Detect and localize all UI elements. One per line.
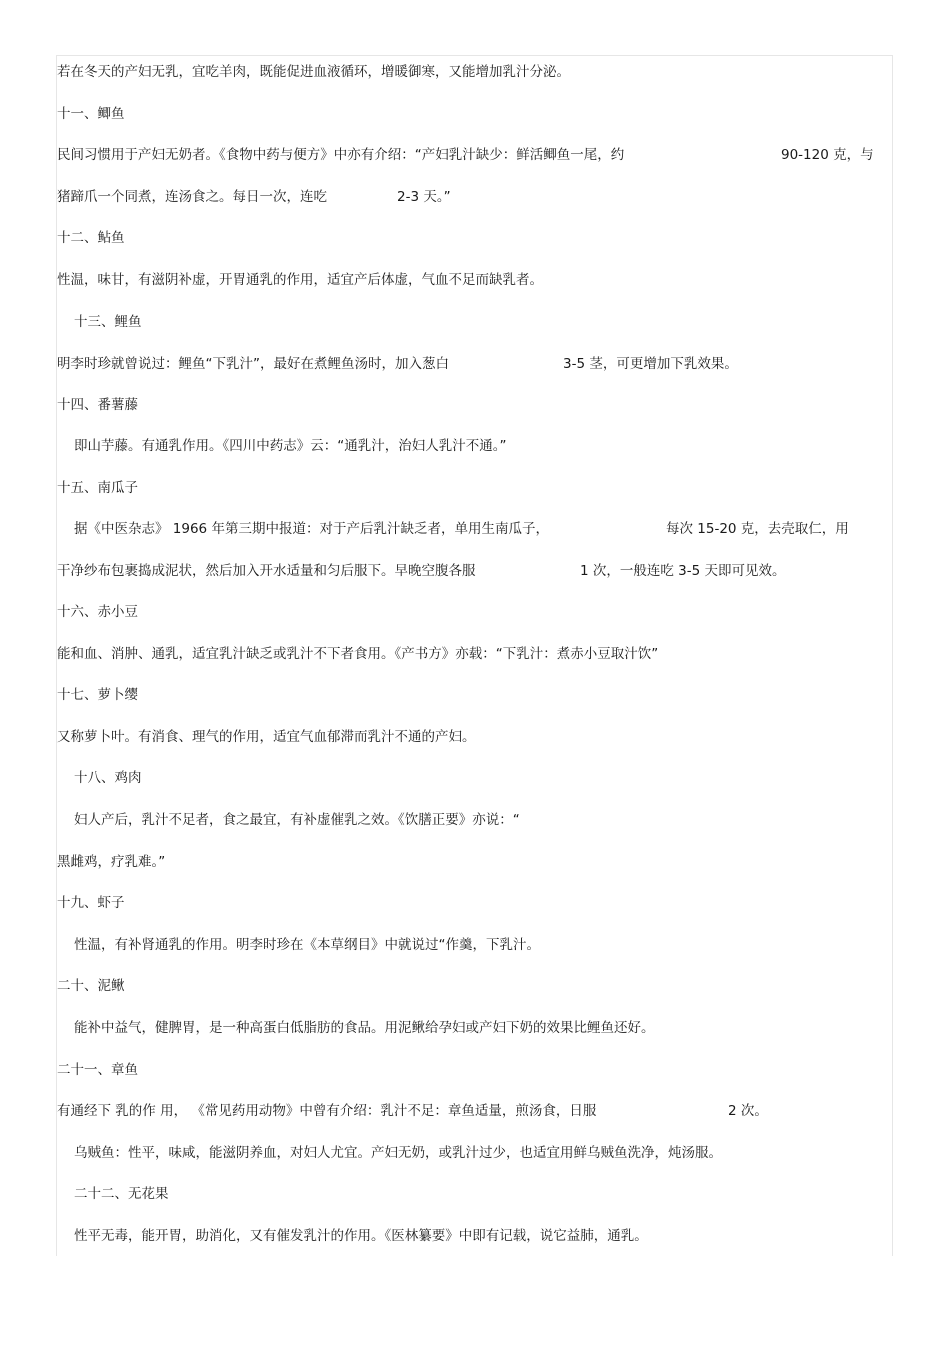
section-heading: 十四、番薯藤: [57, 397, 138, 413]
section-heading: 十二、鲇鱼: [57, 230, 125, 246]
paragraph-continuation: 每次 15-20 克，去壳取仁，用: [666, 521, 849, 537]
paragraph: 若在冬天的产妇无乳，宜吃羊肉，既能促进血液循环，增暖御寒，又能增加乳汁分泌。: [57, 64, 570, 80]
paragraph: 有通经下 乳的作 用， 《常见药用动物》中曾有介绍：乳汁不足：章鱼适量，煎汤食，日服: [57, 1103, 597, 1119]
paragraph-continuation: 1 次，一般连吃 3-5 天即可见效。: [580, 563, 786, 579]
paragraph: 性温，有补肾通乳的作用。明李时珍在《本草纲目》中就说过“作羹，下乳汁。: [74, 937, 540, 953]
paragraph-continuation: 90-120 克，与: [781, 147, 874, 163]
paragraph: 性平无毒，能开胃，助消化，又有催发乳汁的作用。《医林纂要》中即有记载，说它益肺，通乳。: [74, 1228, 648, 1244]
section-heading: 十五、南瓜子: [57, 480, 138, 496]
section-heading: 二十、泥鳅: [57, 978, 125, 994]
paragraph: 民间习惯用于产妇无奶者。《食物中药与便方》中亦有介绍：“产妇乳汁缺少：鲜活鲫鱼一尾，约: [57, 147, 625, 163]
paragraph: 妇人产后，乳汁不足者，食之最宜，有补虚催乳之效。《饮膳正要》亦说：“: [74, 812, 520, 828]
paragraph-continuation: 2-3 天。”: [397, 189, 451, 205]
paragraph: 又称萝卜叶。有消食、理气的作用，适宜气血郁滞而乳汁不通的产妇。: [57, 729, 476, 745]
paragraph: 干净纱布包裹捣成泥状，然后加入开水适量和匀后服下。早晚空腹各服: [57, 563, 476, 579]
paragraph: 明李时珍就曾说过：鲤鱼“下乳汁”，最好在煮鲤鱼汤时，加入葱白: [57, 356, 449, 372]
paragraph-continuation: 3-5 茎，可更增加下乳效果。: [563, 356, 738, 372]
paragraph: 据《中医杂志》 1966 年第三期中报道：对于产后乳汁缺乏者，单用生南瓜子，: [74, 521, 549, 537]
section-heading: 二十一、章鱼: [57, 1062, 138, 1078]
paragraph: 能和血、消肿、通乳，适宜乳汁缺乏或乳汁不下者食用。《产书方》亦载：“下乳汁：煮赤小豆取汁饮”: [57, 646, 659, 662]
section-heading: 十一、鲫鱼: [57, 106, 125, 122]
paragraph: 猪蹄爪一个同煮，连汤食之。每日一次，连吃: [57, 189, 327, 205]
section-heading: 十七、萝卜缨: [57, 687, 138, 703]
paragraph: 即山芋藤。有通乳作用。《四川中药志》云：“通乳汁，治妇人乳汁不通。”: [74, 438, 507, 454]
section-heading: 二十二、无花果: [74, 1186, 169, 1202]
paragraph: 性温，味甘，有滋阴补虚，开胃通乳的作用，适宜产后体虚，气血不足而缺乳者。: [57, 272, 543, 288]
paragraph: 乌贼鱼：性平，味咸，能滋阴养血，对妇人尤宜。产妇无奶，或乳汁过少，也适宜用鲜乌贼鱼洗净，炖汤服。: [74, 1145, 722, 1161]
section-heading: 十九、虾子: [57, 895, 125, 911]
paragraph: 能补中益气，健脾胃，是一种高蛋白低脂肪的食品。用泥鳅给孕妇或产妇下奶的效果比鲤鱼还好。: [74, 1020, 655, 1036]
section-heading: 十六、赤小豆: [57, 604, 138, 620]
section-heading: 十三、鲤鱼: [74, 314, 142, 330]
section-heading: 十八、鸡肉: [74, 770, 142, 786]
paragraph-continuation: 2 次。: [728, 1103, 768, 1119]
paragraph: 黑雌鸡，疗乳难。”: [57, 854, 166, 870]
